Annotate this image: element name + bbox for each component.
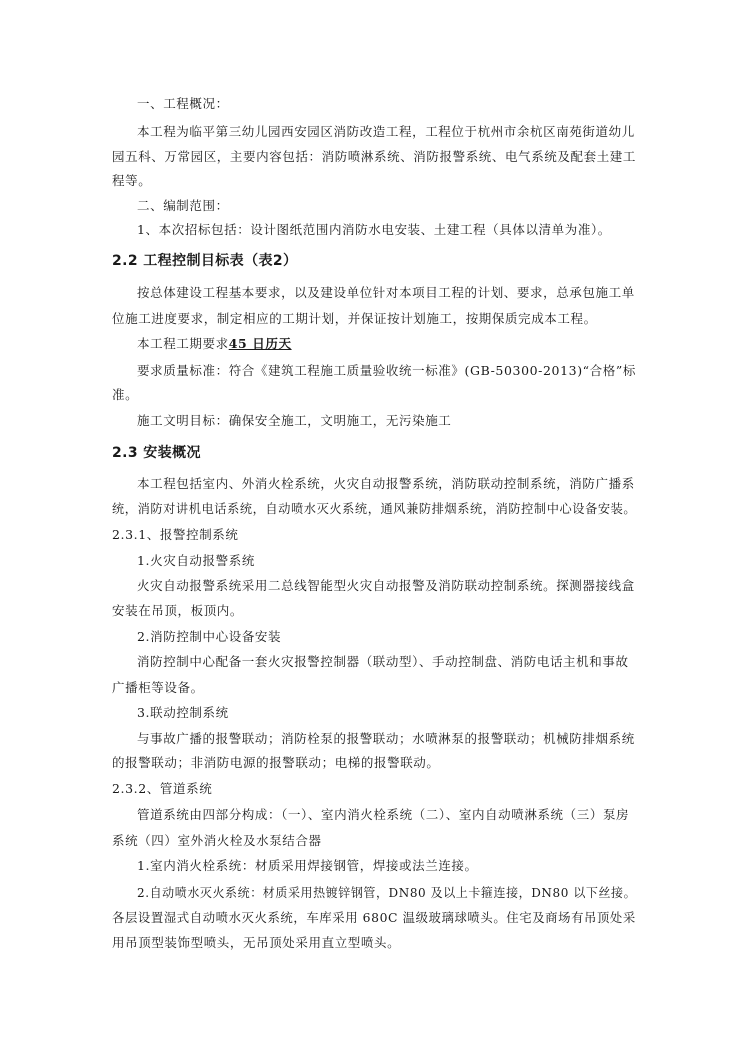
paragraph-line: 火灾自动报警系统采用二总线智能型火灾自动报警及消防联动控制系统。探测器接线盒 (137, 578, 635, 593)
paragraph-line: 各层设置湿式自动喷水灭火系统，车库采用 680C 温级玻璃球喷头。住宅及商场有吊顶处采 (112, 910, 636, 925)
paragraph-line: 本工程为临平第三幼儿园西安园区消防改造工程，工程位于杭州市余杭区南苑街道幼儿 (137, 124, 635, 139)
item-heading: 1.火灾自动报警系统 (137, 553, 255, 568)
paragraph-line: 用吊顶型装饰型喷头，无吊顶处采用直立型喷头。 (112, 935, 401, 950)
paragraph-line: 施工文明目标：确保安全施工，文明施工，无污染施工 (137, 413, 452, 428)
period-value: 45 日历天 (228, 336, 292, 351)
paragraph-line: 2.自动喷水灭火系统：材质采用热镀锌钢管，DN80 及以上卡箍连接，DN80 以下丝接。 (137, 885, 637, 900)
overview-heading: 一、工程概况： (137, 96, 229, 111)
period-line (137, 334, 292, 352)
section-title: 2.2 工程控制目标表（表2） (112, 253, 298, 269)
paragraph-line: 位施工进度要求，制定相应的工期计划，并保证按计划施工，按期保质完成本工程。 (112, 311, 597, 326)
paragraph-line: 安装在吊顶，板顶内。 (112, 603, 244, 618)
period-label: 本工程工期要求 (137, 336, 229, 351)
subsection-title: 2.3.2、管道系统 (112, 781, 213, 796)
paragraph-line: 统，消防对讲机电话系统，自动喷水灭火系统，通风兼防排烟系统，消防控制中心设备安装。 (112, 501, 637, 516)
section-title: 2.3 安装概况 (112, 445, 201, 461)
item-heading: 3.联动控制系统 (137, 705, 229, 720)
paragraph-line: 本工程包括室内、外消火栓系统，火灾自动报警系统，消防联动控制系统，消防广播系 (137, 476, 635, 491)
paragraph-line: 准。 (112, 387, 139, 402)
paragraph-line: 要求质量标准：符合《建筑工程施工质量验收统一标准》(GB-50300-2013)“合格”标 (137, 363, 636, 378)
scope-heading: 二、编制范围： (137, 198, 229, 213)
scope-item: 1、本次招标包括：设计图纸范围内消防水电安装、土建工程（具体以清单为准）。 (137, 222, 611, 237)
paragraph-line: 消防控制中心配备一套火灾报警控制器（联动型）、手动控制盘、消防电话主机和事故 (137, 654, 629, 669)
paragraph-line: 园五科、万常园区，主要内容包括：消防喷淋系统、消防报警系统、电气系统及配套土建工 (112, 149, 637, 164)
paragraph-line: 按总体建设工程基本要求，以及建设单位针对本项目工程的计划、要求，总承包施工单 (137, 285, 635, 300)
paragraph-line: 程等。 (112, 173, 152, 188)
paragraph-line: 系统（四）室外消火栓及水泵结合器 (112, 833, 322, 848)
paragraph-line: 与事故广播的报警联动；消防栓泵的报警联动；水喷淋泵的报警联动；机械防排烟系统 (137, 731, 635, 746)
paragraph-line: 的报警联动；非消防电源的报警联动；电梯的报警联动。 (112, 755, 440, 770)
subsection-title: 2.3.1、报警控制系统 (112, 527, 239, 542)
item-heading: 2.消防控制中心设备安装 (137, 629, 282, 644)
paragraph-line: 广播柜等设备。 (112, 680, 204, 695)
paragraph-line: 1.室内消火栓系统：材质采用焊接钢管，焊接或法兰连接。 (137, 858, 478, 873)
paragraph-line: 管道系统由四部分构成：（一）、室内消火栓系统（二）、室内自动喷淋系统（三）泵房 (137, 807, 630, 822)
